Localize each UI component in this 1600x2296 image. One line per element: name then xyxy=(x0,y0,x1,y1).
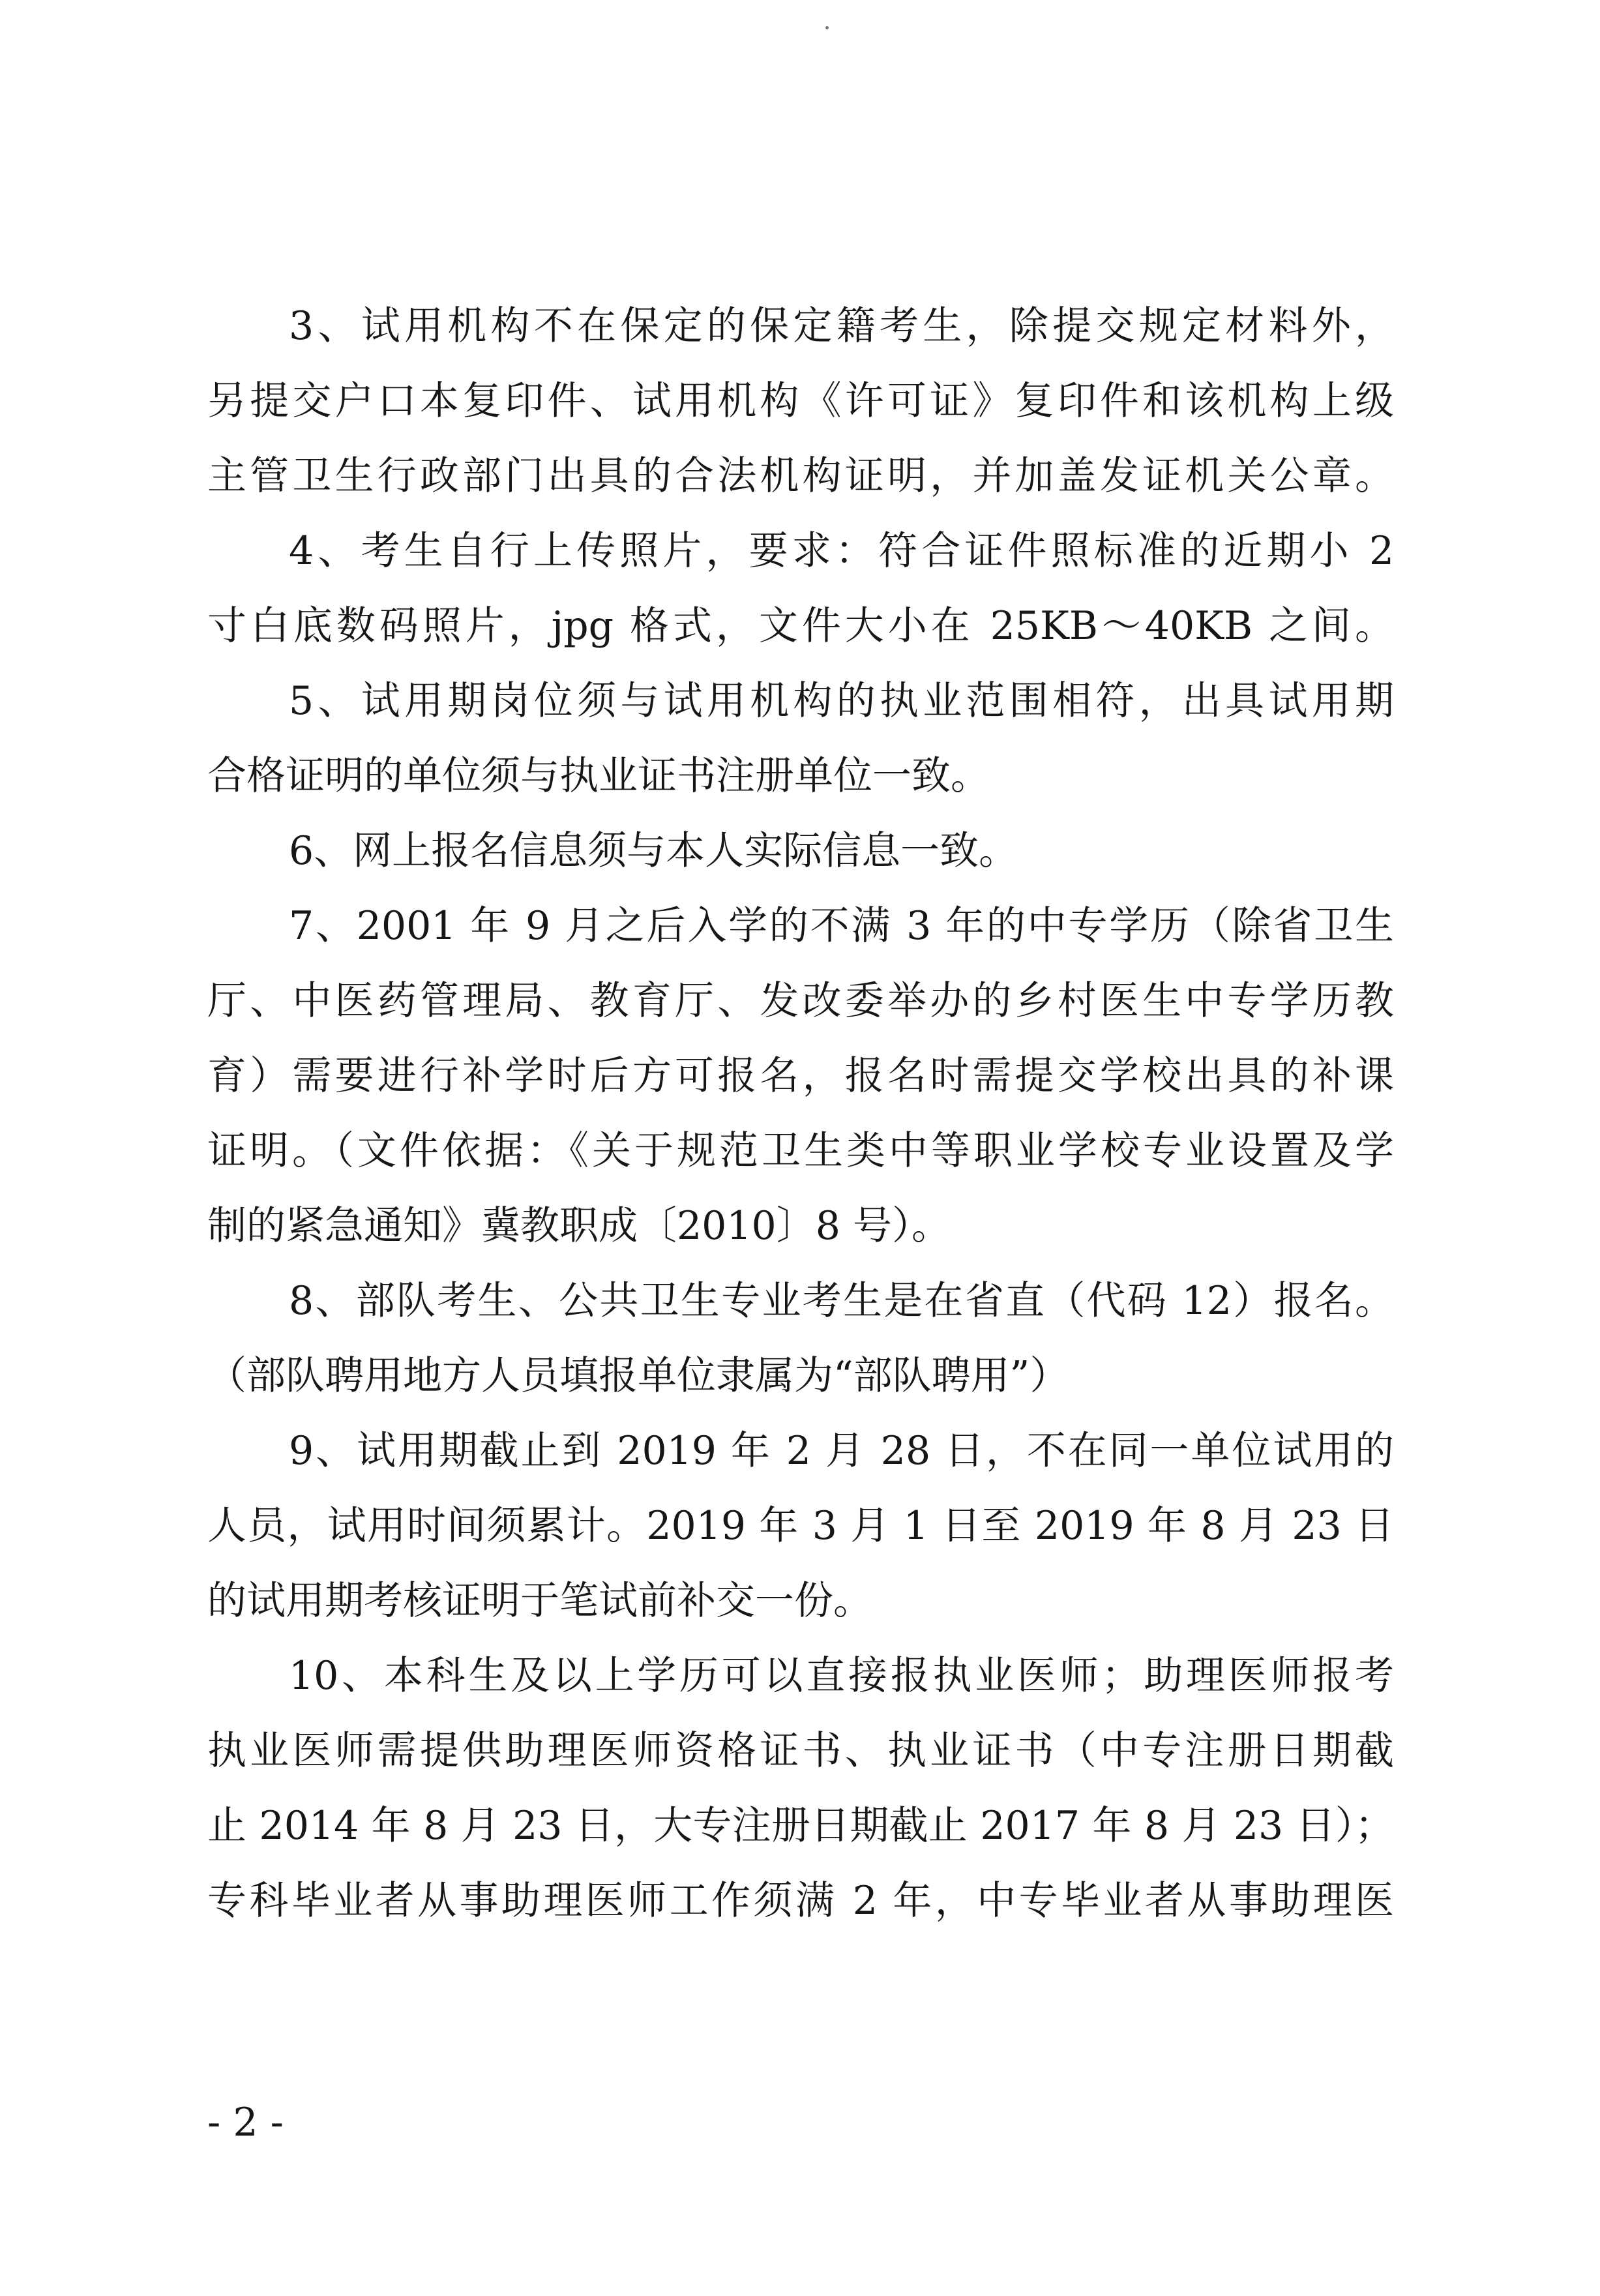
text-line-6: 5、试用期岗位须与试用机构的执业范围相符，出具试用期 xyxy=(289,678,1394,724)
text-line-20: 执业医师需提供助理医师资格证书、执业证书（中专注册日期截 xyxy=(207,1728,1394,1774)
text-line-4: 4、考生自行上传照片，要求：符合证件照标准的近期小 2 xyxy=(289,528,1394,574)
page-number: - 2 - xyxy=(207,2100,284,2145)
text-line-12: 证明。（文件依据：《关于规范卫生类中等职业学校专业设置及学 xyxy=(207,1128,1394,1174)
text-line-22: 专科毕业者从事助理医师工作须满 2 年，中专毕业者从事助理医 xyxy=(207,1878,1394,1924)
text-line-16: 9、试用期截止到 2019 年 2 月 28 日，不在同一单位试用的 xyxy=(289,1428,1394,1474)
text-line-11: 育）需要进行补学时后方可报名，报名时需提交学校出具的补课 xyxy=(207,1053,1394,1099)
text-line-8: 6、网上报名信息须与本人实际信息一致。 xyxy=(289,828,1018,874)
text-line-17: 人员，试用时间须累计。2019 年 3 月 1 日至 2019 年 8 月 23 日 xyxy=(207,1503,1394,1549)
text-line-7: 合格证明的单位须与执业证书注册单位一致。 xyxy=(207,753,990,799)
text-line-15: （部队聘用地方人员填报单位隶属为“部队聘用”） xyxy=(207,1353,1069,1399)
text-line-14: 8、部队考生、公共卫生专业考生是在省直（代码 12）报名。 xyxy=(289,1278,1394,1324)
text-line-3: 主管卫生行政部门出具的合法机构证明，并加盖发证机关公章。 xyxy=(207,453,1394,499)
text-line-19: 10、本科生及以上学历可以直接报执业医师；助理医师报考 xyxy=(289,1653,1394,1699)
scan-speck xyxy=(825,26,829,29)
text-line-5: 寸白底数码照片，jpg 格式，文件大小在 25KB～40KB 之间。 xyxy=(207,603,1394,649)
text-line-9: 7、2001 年 9 月之后入学的不满 3 年的中专学历（除省卫生 xyxy=(289,903,1394,949)
text-line-18: 的试用期考核证明于笔试前补交一份。 xyxy=(207,1578,872,1624)
text-line-10: 厅、中医药管理局、教育厅、发改委举办的乡村医生中专学历教 xyxy=(207,978,1394,1024)
text-line-21: 止 2014 年 8 月 23 日，大专注册日期截止 2017 年 8 月 23 日）； xyxy=(207,1803,1394,1849)
text-line-2: 另提交户口本复印件、试用机构《许可证》复印件和该机构上级 xyxy=(207,378,1394,424)
text-line-1: 3、试用机构不在保定的保定籍考生，除提交规定材料外， xyxy=(289,303,1394,349)
text-line-13: 制的紧急通知》冀教职成〔2010〕8 号）。 xyxy=(207,1203,951,1249)
